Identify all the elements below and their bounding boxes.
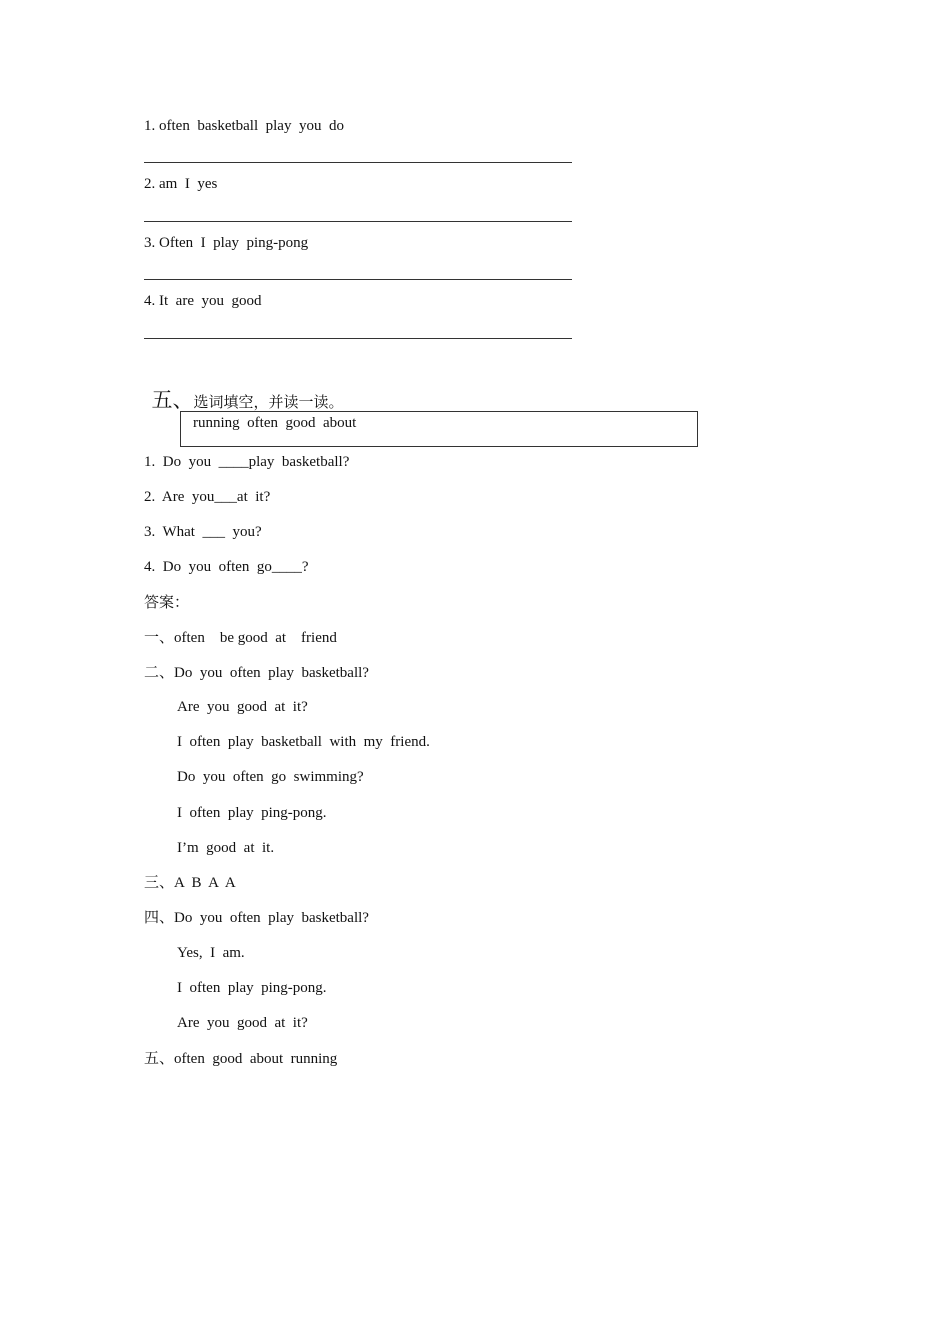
answer-line: 二、Do you often play basketball?	[144, 665, 369, 681]
fill-item-4: 4. Do you often go____?	[144, 559, 309, 575]
answer-line: Are you good at it?	[177, 1015, 308, 1031]
exercise-item-3: 3. Often I play ping-pong	[144, 235, 309, 251]
word-bank-box	[180, 411, 698, 447]
answer-line: Yes, I am.	[177, 945, 245, 961]
fill-item-3: 3. What ___ you?	[144, 524, 262, 540]
answer-line: I often play basketball with my friend.	[177, 734, 430, 750]
exercise-item-2: 2. am I yes	[144, 176, 218, 192]
answer-line-4	[144, 338, 572, 339]
answer-line: 三、A B A A	[144, 875, 236, 891]
section-number: 五、	[151, 388, 194, 412]
fill-item-2: 2. Are you___at it?	[144, 489, 271, 505]
answer-line: I’m good at it.	[177, 840, 275, 856]
answer-line: 四、Do you often play basketball?	[144, 910, 369, 926]
word-bank-words: running often good about	[193, 415, 357, 431]
answer-line: I often play ping-pong.	[177, 805, 327, 821]
answer-line: Are you good at it?	[177, 699, 308, 715]
answer-line: 五、often good about running	[144, 1051, 338, 1067]
answer-line: I often play ping-pong.	[177, 980, 327, 996]
section-instruction: 选词填空，并读一读。	[193, 395, 344, 411]
exercise-item-1: 1. often basketball play you do	[144, 118, 344, 134]
fill-item-1: 1. Do you ____play basketball?	[144, 454, 350, 470]
answer-line-3	[144, 279, 572, 280]
answer-line-2	[144, 221, 572, 222]
exercise-item-4: 4. It are you good	[144, 293, 262, 309]
answer-line-1	[144, 162, 572, 163]
section-five-title	[144, 364, 344, 415]
answer-line: Do you often go swimming?	[177, 769, 364, 785]
answer-line: 一、often be good at friend	[144, 630, 337, 646]
answers-heading: 答案：	[144, 595, 190, 611]
